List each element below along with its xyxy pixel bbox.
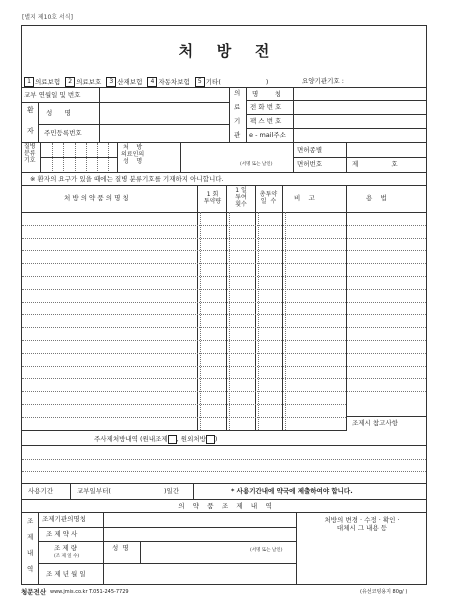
injection-line (94, 434, 217, 444)
drug-row-line (22, 340, 426, 341)
usage-header: 용 법 (366, 194, 387, 202)
insurance-option-label: 의료보험 (35, 78, 61, 86)
pharmacist-name-label: 성 명 (112, 544, 129, 552)
insurance-option-label: 자동차보험 (158, 78, 190, 86)
insurance-divider (21, 87, 427, 88)
form-number: [별지 제10호 서식] (22, 14, 73, 21)
period-notice: * 사용기간내에 약국에 제출하여야 합니다. (231, 487, 353, 495)
insurance-option-3[interactable] (106, 78, 142, 86)
drug-row-line (22, 225, 426, 226)
page-title: 처 방 전 (178, 42, 272, 60)
insurance-option-1[interactable] (24, 78, 60, 86)
insurance-other-close: ) (265, 78, 269, 86)
dispense-date-label: 조 제 년 월 일 (46, 570, 86, 578)
license-type-label: 면허종별 (297, 146, 323, 154)
insurance-option-label: 기타( (205, 78, 221, 86)
paper-spec: (유선코팅용지 80g/ ) (360, 589, 408, 595)
drug-row-line (22, 417, 346, 418)
doctor-sign-note: (서명 또는 날인) (240, 162, 273, 167)
drug-rows (22, 212, 346, 430)
drug-row-line (22, 276, 426, 277)
once-dose-header: 1 회 투약량 (203, 191, 222, 206)
issue-date-label: 교부 연월일 및 번호 (24, 91, 81, 99)
disease-code-label: 질병 분류 기호 (24, 143, 36, 164)
institution-side-1: 의 (234, 89, 241, 97)
dispense-qty-label: 조 제 량 (54, 544, 77, 552)
dispense-side-2: 제 (27, 533, 34, 541)
insurance-number-badge: 1 (24, 77, 34, 87)
disease-code-notice: ※ 환자의 요구가 있을 때에는 질병 분류기호를 기재하지 아니합니다. (30, 175, 224, 183)
insurance-option-4[interactable] (147, 78, 189, 86)
insurance-number-badge: 4 (147, 77, 157, 87)
insurance-number-badge: 5 (195, 77, 205, 87)
total-days-header: 총투약 일 수 (259, 191, 278, 206)
drug-row-line (22, 404, 346, 405)
patient-side-label-top: 환 (27, 106, 34, 114)
change-note: 처방의 변경 · 수정 · 확인 · 대체시 그 내용 등 (324, 516, 400, 533)
drug-name-header: 처 방 의 약 품 의 명 칭 (64, 194, 129, 202)
patient-side-label-bottom: 자 (27, 127, 34, 135)
insurance-option-2[interactable] (65, 78, 101, 86)
drug-row-line (22, 378, 426, 379)
license-number-value: 제 호 (352, 160, 398, 168)
institution-side-3: 기 (234, 117, 241, 125)
in-hospital-checkbox[interactable] (168, 435, 177, 444)
drug-row-line (22, 314, 426, 315)
injection-label: 주사제처방내역 (원내조제 (94, 435, 168, 443)
insurance-number-badge: 2 (65, 77, 75, 87)
dispense-side-1: 조 (27, 517, 34, 525)
dispense-side-4: 역 (27, 565, 34, 573)
drug-row-line (22, 250, 426, 251)
institution-side-2: 료 (234, 103, 241, 111)
care-code-label: 요양기관기호 : (302, 77, 344, 85)
prep-reference-label: 조제시 참고사항 (352, 419, 399, 427)
publisher-contact: www.jmis.co.kr T.051-245-7729 (50, 589, 129, 595)
drug-row-line (22, 391, 426, 392)
license-number-label: 면허번호 (297, 160, 323, 168)
institution-email-label: e - mail주소 (249, 131, 286, 139)
institution-phone-label: 전 화 번 호 (250, 103, 282, 111)
drug-row-line (22, 263, 426, 264)
patient-id-label: 주민등록번호 (44, 129, 82, 137)
dispense-side-3: 내 (27, 549, 34, 557)
publisher-logo: 청문전산 (21, 588, 47, 596)
insurance-number-badge: 3 (106, 77, 116, 87)
period-to-label: )일간 (164, 487, 180, 495)
patient-name-label: 성 명 (46, 109, 71, 117)
injection-end-label: ) (214, 435, 218, 443)
pharmacy-name-label: 조제기관의명칭 (42, 515, 86, 523)
drug-row-line (22, 289, 426, 290)
patient-name-field[interactable] (100, 103, 228, 123)
pharmacist-label: 조 제 약 사 (46, 530, 78, 538)
drug-row-line (22, 238, 426, 239)
pharmacist-sign-note: (서명 또는 날인) (250, 548, 283, 553)
institution-side-4: 관 (234, 131, 241, 139)
insurance-option-label: 산재보험 (117, 78, 143, 86)
dispense-section-title: 의 약 품 조 제 내 역 (178, 502, 272, 510)
institution-fax-label: 팩 스 번 호 (250, 117, 282, 125)
insurance-option-label: 의료보호 (76, 78, 102, 86)
insurance-option-5[interactable] (195, 78, 221, 86)
injection-mid-label: , 원외처방 (176, 435, 206, 443)
period-from-label: 교부일부터( (77, 487, 111, 495)
institution-name-label: 명 칭 (252, 90, 282, 98)
dispense-days-sub: (조 제 일 수) (54, 554, 80, 559)
remark-header: 비 고 (294, 194, 315, 202)
drug-row-line (22, 353, 426, 354)
drug-row-line (22, 366, 426, 367)
drug-row-line (22, 302, 426, 303)
daily-times-header-text: 1 일 투여 횟수 (235, 187, 247, 208)
insurance-type-row (24, 77, 268, 87)
drug-row-line (22, 327, 426, 328)
out-hospital-checkbox[interactable] (206, 435, 215, 444)
patient-id-field[interactable] (100, 125, 228, 141)
doctor-name-label: 처 방 의료인의 성 명 (121, 144, 145, 166)
period-label: 사용기간 (28, 487, 54, 495)
